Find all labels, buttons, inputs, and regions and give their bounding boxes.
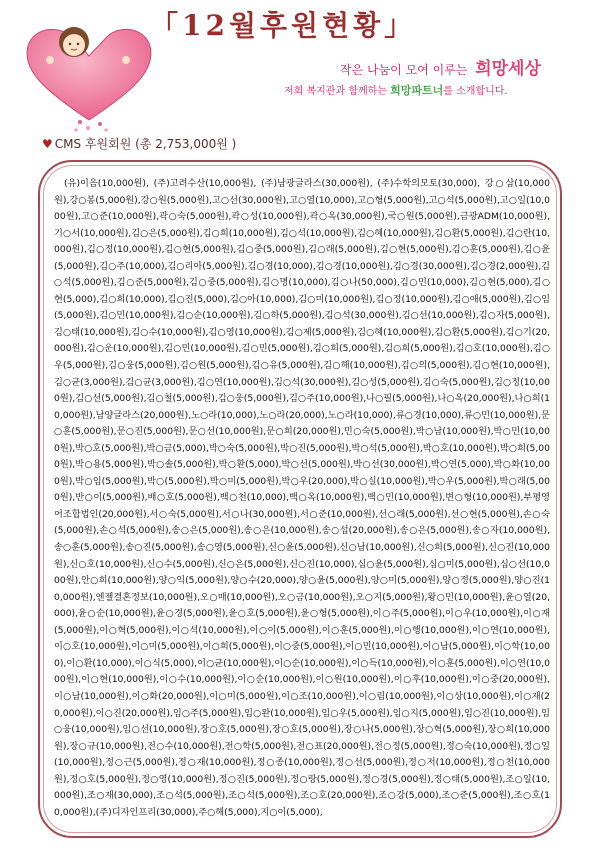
page-title: 「12월후원현황」 (150, 9, 417, 42)
brand-name: 희망세상 (475, 59, 541, 79)
tagline2-suffix: 를 소개합니다. (443, 86, 508, 97)
tagline-hope-world (340, 54, 541, 79)
donor-list: (유)이음(10,000원), (주)고려수산(10,000원), (주)남광글라스(30,000원), (주)수학의모토(30,000), 강○삼(10,000원),강○봉(5,000원),강○원(5,000원),고○선(30,000원),고○열(10,000),고○형(5,000원),고○석(5,000원),고○일(10,000원),고○준(10,000원),곽○숙(5,000원),곽○성(10,000원),곽○옥(30,000원),국○원(5,000원),금광ADM(10,000원),기○서(10,000원),김○은(5,000원),김○희(10,000원),김○석(10,000원),김○혜(10,000원),김○환(5,000원),김○란(10,000원),김○정(10,000원),김○현(5,000원),김○중(5,000원),김○래(5,000원),김○현(5,000원),김○훈(5,000원),김○윤(5,000원),김○주(10,000),김○리아(5,000원),김○경(10,000),김○경(10,000원),김○경(30,000원),김○경(2,000원),김○석(5,000원),김○준(5,000원),김○중(5,000원),김○명(10,000),김○나(50,000),김○민(10,000),김○현(5,000),김○현(5,000),김○희(10,000),김○진(5,000),김○아(10,000),김○미(10,000원),김○정(10,000원),김○애(5,000원),김○임(5,000원),김○민(10,000원),김○순(10,000원),김○하(5,000원),김○석(30,000원),김○선(10,000원),김○자(5,000원),김○태(10,000원),김○수(10,000원),김○영(10,000원),김○제(5,000원),김○혜(10,000원),김○환(5,000원),김○기(20,000원),김○운(10,000원),김○민(10,000원),김○민(5,000원),김○희(5,000원),김○희(5,000원),김○호(10,000원),김○우(5,000원),김○웅(5,000원),김○원(5,000원),김○유(5,000원),김○해(10,000원),김○의(5,000원),김○현(10,000원),김○균(3,000원),김○균(3,000원),김○연(10,000원),김○석(30,000원),김○성(5,000원),김○숙(5,000원),김○정(10,000원),김○선(5,000원),김○철(5,000원),김○웅(5,000원),김○주(10,000원),나○필(5,000원),나○옥(20,000원),나○희(10,000원),남양글라스(20,000원),노○라(10,000),노○라(20,000),노○라(10,000),류○경(10,000),류○민(10,000원),문○훈(5,000원),문○진(5,000원),문○선(10,000원),문○희(20,000원),민○숙(5,000원),박○남(10,000원),박○민(10,000원),박○호(5,000원),박○금(5,000),박○숙(5,000원),박○진(5,000원),박○석(5,000원),박○호(10,000원),박○희(5,000원),박○용(5,000원),박○솔(5,000원),박○환(5,000),박○선(5,000원),박○선(30,000원),박○연(5,000),박○화(10,000원),박○임(5,000원),박○(5,000원),박○미(5,000원),박○우(20,000),박○실(10,000원),박○우(5,000원),박○래(5,000원),반○이(5,000원),배○호(5,000원),백○천(10,000),백○옥(10,000원),백○민(10,000원),변○형(10,000원),부평영어조합법인(20,000원),서○숙(5,000원),서○나(30,000원),서○준(10,000원),선○래(5,000원),선○현(5,000원),손○숙(5,000원),손○석(5,000원),송○은(5,000원),송○은(10,000원),송○섭(20,000원),송○은(5,000원),송○자(10,000원),송○훈(5,000원),송○진(5,000원),송○영(5,000원),신○윤(5,000원),신○남(10,000원),신○희(5,000원),신○진(10,000원),신○호(10,000원),신○수(5,000원),신○은(5,000원),신○진(10,000),심○윤(5,000원),심○미(5,000원),심○선(10,000원),안○희(10,000원),양○익(5,000원),양○수(20,000),양○윤(5,000원),양○미(5,000원),양○정(5,000원),양○진(10,000원),엔젤결혼정보(10,000원),오○매(10,000원),오○금(10,000원),오○지(5,000원),왕○민(10,000원),윤○열(20,000),윤○순(10,000원),윤○경(5,000원),윤○호(5,000원),윤○형(5,000원),이○주(5,000원),이○우(10,000원),이○재(5,000원),이○혁(5,000원),이○석(10,000원),이○이(5,000원),이○훈(5,000원),이○행(10,000원),이○연(10,000원),이○호(10,000원),이○미(5,000원),이○희(5,000원),이○중(5,000원),이○민(10,000원),이○남(5,000원),이○학(10,000),이○환(10,000),이○식(5,000),이○균(10,000원),이○순(10,000원),이○득(10,000원),이○훈(5,000원),이○연(10,000원),이○현(10,000원),이○수(10,000원),이○순(10,000원),이○원(10,000원),이○후(10,000원),이○중(20,000원),이○남(10,000원),이○화(20,000원),이○미(5,000원),이○조(10,000원),이○림(10,000원),이○상(10,000원),이○재(20,000원),이○진(20,000원),임○주(5,000원),임○완(10,000원),임○우(5,000원),임○지(5,000원),임○진(10,000원),임○웅(10,000원),임○선(10,000원),장○호(5,000원),장○호(5,000원),장○나(5,000원),장○혁(5,000원),장○희(10,000원),장○규(10,000원),전○수(10,000원),전○학(5,000원),전○표(20,000원),전○정(5,000원),정○숙(10,000원),정○일(10,000원),정○근(5,000원),정○재(10,000원),정○종(10,000원),정○선(5,000원),정○저(10,000원),정○천(10,000원),정○호(5,000원),정○영(10,000원),정○진(5,000원),정○랑(5,000원),정○경(5,000원),정○태(5,000원),조○일(10,000원),조○재(30,000),조○석(5,000원),조○석(5,000원),조○호(20,000원),조○강(5,000),조○준(5,000원),조○호(10,000원),(주)디자인프리(30,000),주○해(5,000),지○이(5,000), (54, 178, 550, 818)
page-header (0, 0, 600, 135)
tagline-prefix: 작은 나눔이 모여 이루는 (340, 63, 468, 77)
tagline-partners (284, 82, 508, 98)
heart-illustration-icon (14, 20, 164, 135)
section-title-text: CMS 후원회원 (총 2,753,000원 ) (54, 137, 237, 151)
partner-word: 희망파트너 (390, 84, 444, 97)
heart-icon: ♥ (42, 137, 53, 151)
tagline2-prefix: 저희 복지관과 함께하는 (284, 86, 387, 97)
heart-balloon-girl-illustration (14, 20, 164, 135)
section-title (42, 135, 236, 152)
